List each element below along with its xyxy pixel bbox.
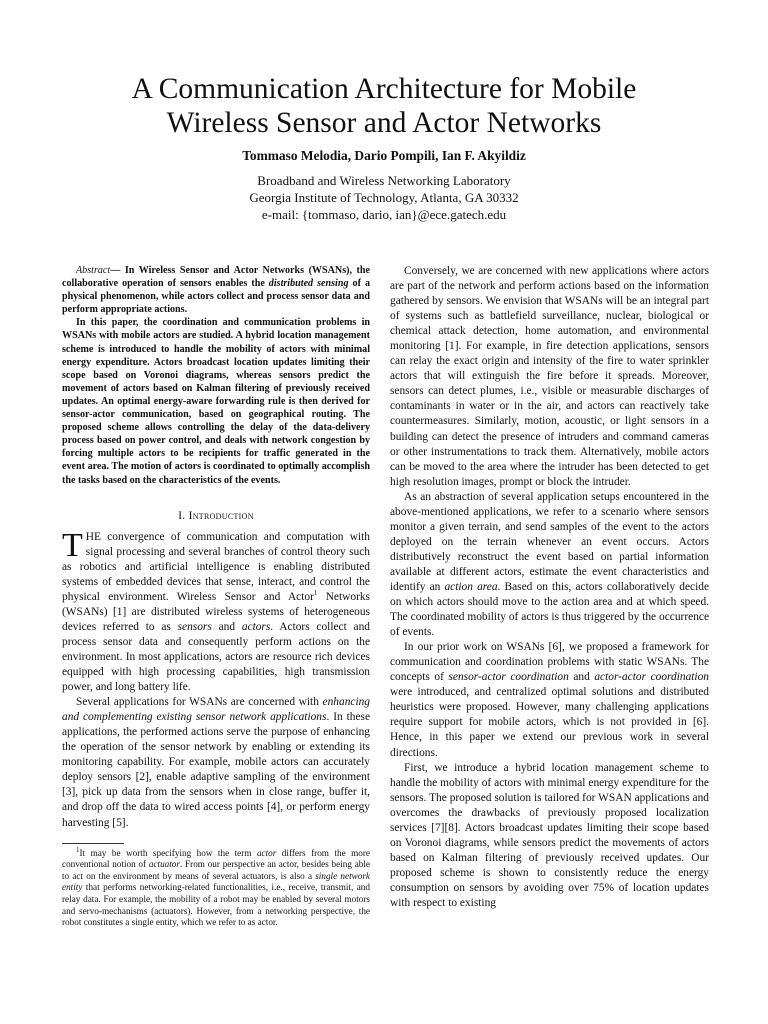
body-text: and bbox=[211, 620, 242, 633]
body-emphasis: actor-actor coordination bbox=[594, 671, 709, 684]
intro-paragraph-2 bbox=[62, 695, 370, 830]
body-emphasis: actors bbox=[241, 620, 271, 633]
body-text: of location updates with respect to existing bbox=[390, 881, 709, 909]
footnote-number: 1 bbox=[76, 845, 80, 854]
body-emphasis: action area bbox=[444, 580, 498, 593]
body-text: and bbox=[568, 671, 595, 684]
author-list: Tommaso Melodia, Dario Pompili, Ian F. Akyildiz bbox=[242, 148, 526, 163]
body-text: In our prior work on WSANs [6], we proposed a framework for communication and coordination problems with static WSANs. The concepts of bbox=[390, 641, 709, 684]
right-paragraph-2 bbox=[390, 490, 709, 640]
footnote-text: . From our perspective an actor, besides being able to act on the environment by means of several actuators, is also a bbox=[62, 859, 370, 881]
body-emphasis: enhancing and complementing existing sensor network applications bbox=[62, 696, 370, 724]
abstract-paragraph-2: In this paper, the coordination and communication problems in WSANs with mobile actors are studied. A hybrid location management scheme is introduced to handle the mobility of actors with minimal energy expenditure. Actors broadcast location updates limiting their scope based on Voronoi diagrams, whereas sensors predict the movement of actors based on Kalman filtering of previously received updates. An optimal energy-aware forwarding rule is then derived for sensor-actor communication, based on geographical routing. The proposed scheme allows controlling the delay of the data-delivery process based on power control, and deals with network congestion by forcing multiple actors to be recipients for traffic generated in the event area. The motion of actors is coordinated to optimally accomplish the tasks based on the characteristics of the events. bbox=[62, 317, 370, 486]
drop-cap: T bbox=[62, 526, 83, 564]
abstract bbox=[62, 264, 370, 487]
abstract-paragraph-1 bbox=[62, 264, 370, 316]
title-line-1: A Communication Architecture for Mobile bbox=[131, 73, 637, 105]
body-emphasis: sensors bbox=[177, 620, 212, 633]
body-text: As an abstraction of several application setups encountered in the above-mentioned applications, we refer to a scenario where sensors monitor a given terrain, and send samples of the event to the actors deployed on the terrain whenever an event occurs. Actors distributively reconstruct the event based on partial information available at different actors, estimate the event characteristics and identify an bbox=[390, 490, 709, 593]
footnote-divider bbox=[62, 843, 124, 844]
affiliation-email: e-mail: {tommaso, dario, ian}@ece.gatech.edu bbox=[261, 207, 507, 222]
body-text: First, we introduce a hybrid location management scheme to handle the mobility of actors with minimal energy expenditure for the sensors. The proposed solution is tailored for WSAN applications and overcomes the drawbacks of previously proposed localization services [7][8]. Actors broadcast updates limiting their scope based on Voronoi diagrams, while sensors predict the movements of actors based on Kalman filtering of previously received updates. Our proposed scheme is shown to consistently reduce the energy consumption on sensors by avoiding over bbox=[390, 761, 709, 894]
footnote-marker: 1 bbox=[313, 589, 318, 598]
footnote-emphasis: actor bbox=[256, 847, 277, 858]
right-column bbox=[390, 264, 709, 911]
right-paragraph-4 bbox=[390, 761, 709, 911]
abstract-label: Abstract bbox=[76, 265, 111, 276]
left-column bbox=[62, 264, 370, 929]
affiliation-institute: Georgia Institute of Technology, Atlanta, GA 30332 bbox=[249, 190, 519, 205]
footnote-text: that performs networking-related functionalities, i.e., receive, transmit, and relay data. For example, the mobility of a robot may be enabled by several motors and servo-mechanisms (actuators). However, from a networking perspective, the robot constitutes a single entity, which we refer to as actor. bbox=[62, 882, 370, 928]
body-text: . Based on this, actors collaboratively decide on which actors should move to the action area and at which speed. The coordinated mobility of actors is thus triggered by the occurrence of events. bbox=[390, 580, 709, 639]
right-paragraph-1: Conversely, we are concerned with new applications where actors are part of the network and perform actions based on the information gathered by sensors. We envision that WSANs will be an integral part of systems such as battlefield surveillance, nuclear, biological or chemical attack detection, home automation, and environmental monitoring [1]. For example, in fire detection applications, sensors can relay the exact origin and intensity of the fire to water sprinkler actors that will extinguish the fire before it spreads. Moreover, sensors can detect plumes, i.e., visible or measurable discharges of contaminants in water or in the air, and actors can reactively take countermeasures. Similarly, motion, acoustic, or light sensors in a building can detect the presence of intruders and command cameras or other instrumentations to track them. Alternatively, mobile actors can be moved to the area where the intruder has been detected to get high resolution images, prompt or block the intruder. bbox=[390, 265, 709, 488]
affiliation-lab: Broadband and Wireless Networking Laboratory bbox=[257, 173, 511, 188]
affiliation bbox=[0, 172, 768, 223]
body-text: . In these applications, the performed actions serve the purpose of enhancing the operation of the sensor network by enabling or extending its monitoring capability. For example, mobile actors can accurately deploy sensors [2], enable adaptive sampling of the environment [3], pick up data from the sensors when in close range, buffer it, and drop off the data to wired access points [4], or perform energy harvesting [5]. bbox=[62, 711, 371, 829]
footnote-text: It may be worth specifying how the term bbox=[79, 847, 257, 858]
footnote-1 bbox=[62, 845, 370, 929]
abstract-text: of a physical phenomenon, while actors collect and process sensor data and perform appropriate actions. bbox=[62, 278, 370, 316]
abstract-text: — In Wireless Sensor and Actor Networks (WSANs), the collaborative operation of sensors enables the bbox=[62, 265, 370, 290]
paper-title bbox=[0, 72, 768, 140]
section-heading-introduction bbox=[62, 509, 370, 524]
intro-paragraph-1 bbox=[62, 526, 370, 696]
footnote-emphasis: actuator bbox=[148, 859, 180, 870]
title-line-2: Wireless Sensor and Actor Networks bbox=[166, 107, 602, 139]
body-text: Networks (WSANs) [1] are distributed wireless systems of heterogeneous devices referred to as bbox=[62, 590, 370, 633]
section-title: Introduction bbox=[188, 509, 254, 522]
footnote-text: differs from the more conventional notion of bbox=[62, 847, 370, 870]
body-text: Several applications for WSANs are concerned with bbox=[76, 696, 323, 709]
right-paragraph-3 bbox=[390, 640, 709, 760]
percentage-value: 75% bbox=[593, 881, 615, 894]
body-text: were introduced, and centralized optimal solutions and distributed heuristics were proposed. However, many challenging applications require support for mobile actors, which is not provided in [6]. Hence, in this paper we extend our previous work in several directions. bbox=[390, 686, 709, 759]
section-number: I. bbox=[178, 509, 189, 522]
body-emphasis: sensor-actor coordination bbox=[448, 671, 569, 684]
abstract-emphasis: distributed sensing bbox=[268, 278, 349, 290]
body-text: . Actors collect and process sensor data and consequently perform actions on the environment. In most applications, actors are resource rich devices equipped with high processing capabilities, high transmission power, and long battery life. bbox=[62, 620, 370, 694]
footnote-emphasis: single network entity bbox=[62, 870, 370, 893]
body-text: HE convergence of communication and computation with signal processing and several branches of control theory such as robotics and artificial intelligence is enabling distributed systems of embedded devices that sense, interact, and control the physical environment. Wireless Sensor and Actor bbox=[62, 530, 370, 603]
